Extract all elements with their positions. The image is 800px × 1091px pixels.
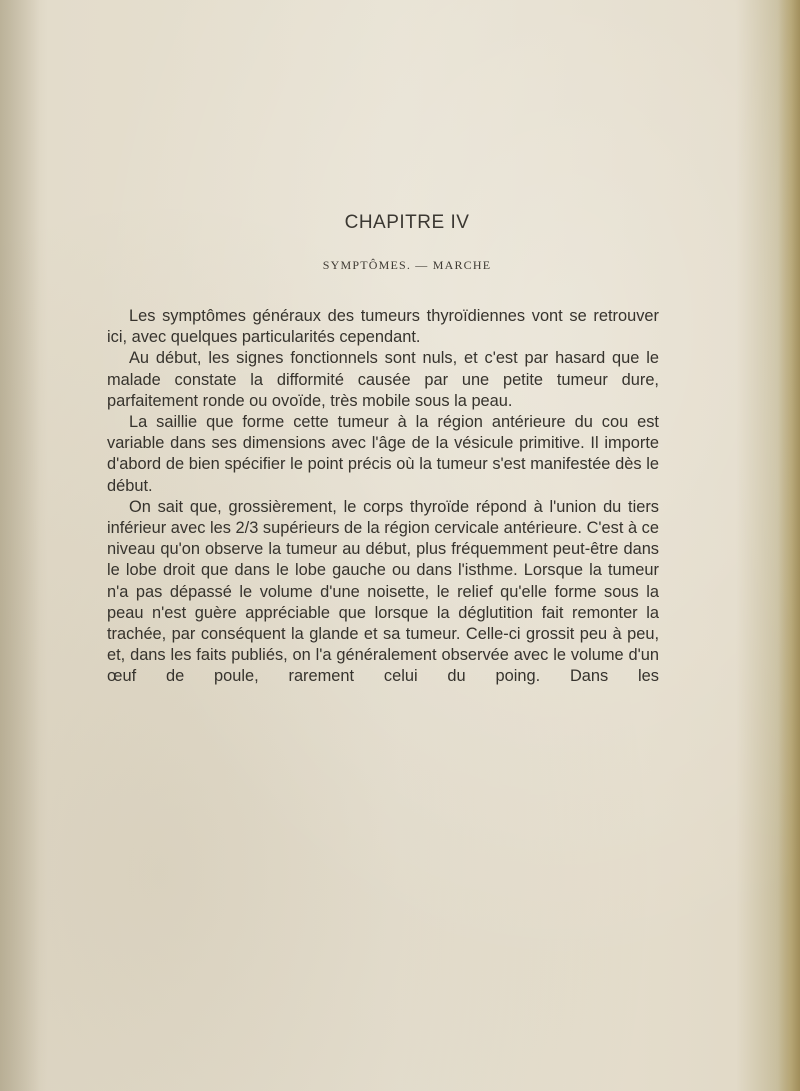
- paragraph: On sait que, grossièrement, le corps thyroïde répond à l'union du tiers inférieur avec les 2/3 supérieurs de la région cervicale antérieure. C'est à ce niveau qu'on observe la tumeur au début, plus fréquemment peut-être dans le lobe droit que dans le lobe gauche ou dans l'isthme. Lorsque la tumeur n'a pas dépassé le volume d'une noisette, le relief qu'elle forme sous la peau n'est guère appréciable que lorsque la déglutition fait remonter la trachée, par conséquent la glande et sa tumeur. Celle-ci grossit peu à peu, et, dans les faits publiés, on l'a généralement observée avec le volume d'un œuf de poule, rarement celui du poing. Dans les: [107, 497, 659, 686]
- page-edge-right: [778, 0, 800, 1091]
- paragraph: Les symptômes généraux des tumeurs thyroïdiennes vont se retrouver ici, avec quelques particularités cependant.: [107, 307, 659, 347]
- paragraph: La saillie que forme cette tumeur à la région antérieure du cou est variable dans ses dimensions avec l'âge de la vésicule primitive. Il importe d'abord de bien spécifier le point précis où la tumeur s'est manifestée dès le début.: [107, 413, 659, 495]
- page-shadow-left: [0, 0, 40, 1091]
- chapter-subtitle: SYMPTÔMES. — MARCHE: [322, 258, 492, 272]
- chapter-title: CHAPITRE IV: [344, 212, 470, 233]
- body-text: [107, 306, 659, 688]
- paragraph: Au début, les signes fonctionnels sont nuls, et c'est par hasard que le malade constate la difformité causée par une petite tumeur dure, parfaitement ronde ou ovoïde, très mobile sous la peau.: [107, 349, 659, 410]
